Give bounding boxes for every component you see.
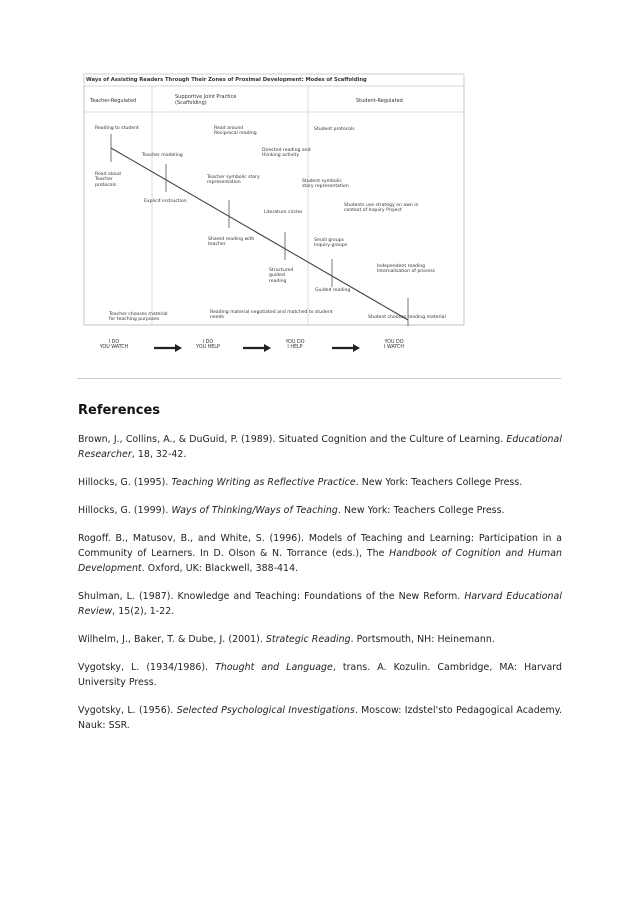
label-read-aloud: Read aloud Teacher protocols: [95, 172, 121, 188]
column-teacher-regulated: Teacher-Regulated: [90, 98, 137, 104]
references-heading: References: [78, 403, 161, 418]
reference-item: Rogoff. B., Matusov, B., and White, S. (1996). Models of Teaching and Learning: Participation in a Community of Learners. In D. Olson & N. Torrance (eds.), The Handbook of Cognition and Human Development. Oxford, UK: Blackwell, 388-414.: [78, 533, 562, 574]
sequence-arrow-3: [332, 344, 360, 352]
figure-title: Ways of Assisting Readers Through Their Zones of Proximal Development: Modes of Scaffolding: [86, 77, 367, 83]
sequence-i-do-you-watch: I DO YOU WATCH: [99, 340, 129, 351]
sequence-arrow-1: [154, 344, 182, 352]
reference-item: Brown, J., Collins, A., & DuGuid, P. (1989). Situated Cognition and the Culture of Learning. Educational Researcher, 18, 32-42.: [78, 434, 562, 460]
label-teacher-symbolic: Teacher symbolic story representation: [207, 175, 260, 186]
label-student-symbolic: Student symbolic story representation: [302, 179, 349, 190]
label-explicit-instruction: Explicit instruction: [144, 199, 187, 204]
column-supportive-joint-practice: Supportive Joint Practice (Scaffolding): [175, 94, 237, 106]
sequence-arrow-2: [243, 344, 271, 352]
horizontal-rule: [77, 378, 561, 379]
sequence-i-do-you-help: I DO YOU HELP: [196, 340, 220, 351]
label-teacher-chooses: Teacher chooses material for teaching purposes: [109, 312, 168, 323]
reference-item: Hillocks, G. (1999). Ways of Thinking/Ways of Teaching. New York: Teachers College Press.: [78, 505, 505, 516]
label-negotiated: Reading material negotiated and matched to student needs: [210, 310, 333, 321]
column-student-regulated: Student-Regulated: [356, 98, 403, 104]
label-guided-reading: Guided reading: [315, 288, 351, 293]
gradual-release-line: [111, 148, 408, 320]
label-read-around: Read around Reciprocal reading: [214, 126, 257, 137]
scaffolding-figure: [82, 72, 466, 362]
reference-item: Hillocks, G. (1995). Teaching Writing as Reflective Practice. New York: Teachers College Press.: [78, 477, 523, 488]
label-independent-reading: Independent reading Internalisation of process: [377, 264, 435, 275]
sequence-you-do-i-help: YOU DO I HELP: [285, 340, 305, 351]
label-teacher-modeling: Teacher modeling: [142, 153, 183, 158]
label-student-protocols: Student protocols: [314, 127, 355, 132]
label-small-groups: Small groups Inquiry groups: [314, 238, 348, 249]
reference-item: Shulman, L. (1987). Knowledge and Teaching: Foundations of the New Reform. Harvard Educational Review, 15(2), 1-22.: [78, 591, 562, 617]
label-structured-guided: Structured guided reading: [269, 268, 294, 284]
label-shared-reading: Shared reading with teacher: [208, 237, 255, 248]
label-reading-to-student: Reading to student: [95, 126, 139, 131]
label-students-use-strategy: Students use strategy on own in context of Inquiry Project: [344, 203, 419, 214]
sequence-you-do-i-watch: YOU DO I WATCH: [384, 340, 404, 351]
reference-item: Wilhelm, J., Baker, T. & Dube, J. (2001). Strategic Reading. Portsmouth, NH: Heinemann.: [78, 634, 495, 645]
reference-item: Vygotsky, L. (1934/1986). Thought and Language, trans. A. Kozulin. Cambridge, MA: Harvard University Press.: [78, 662, 562, 688]
figure-frame: [84, 74, 464, 325]
label-student-chooses: Student chooses reading material: [368, 315, 446, 320]
label-directed-reading: Directed reading and thinking activity: [262, 148, 311, 159]
reference-item: Vygotsky, L. (1956). Selected Psychological Investigations. Moscow: Izdstel'sto Pedagogical Academy. Nauk: SSR.: [78, 705, 562, 731]
reference-list: [78, 432, 562, 746]
label-literature-circles: Literature circles: [264, 210, 303, 215]
